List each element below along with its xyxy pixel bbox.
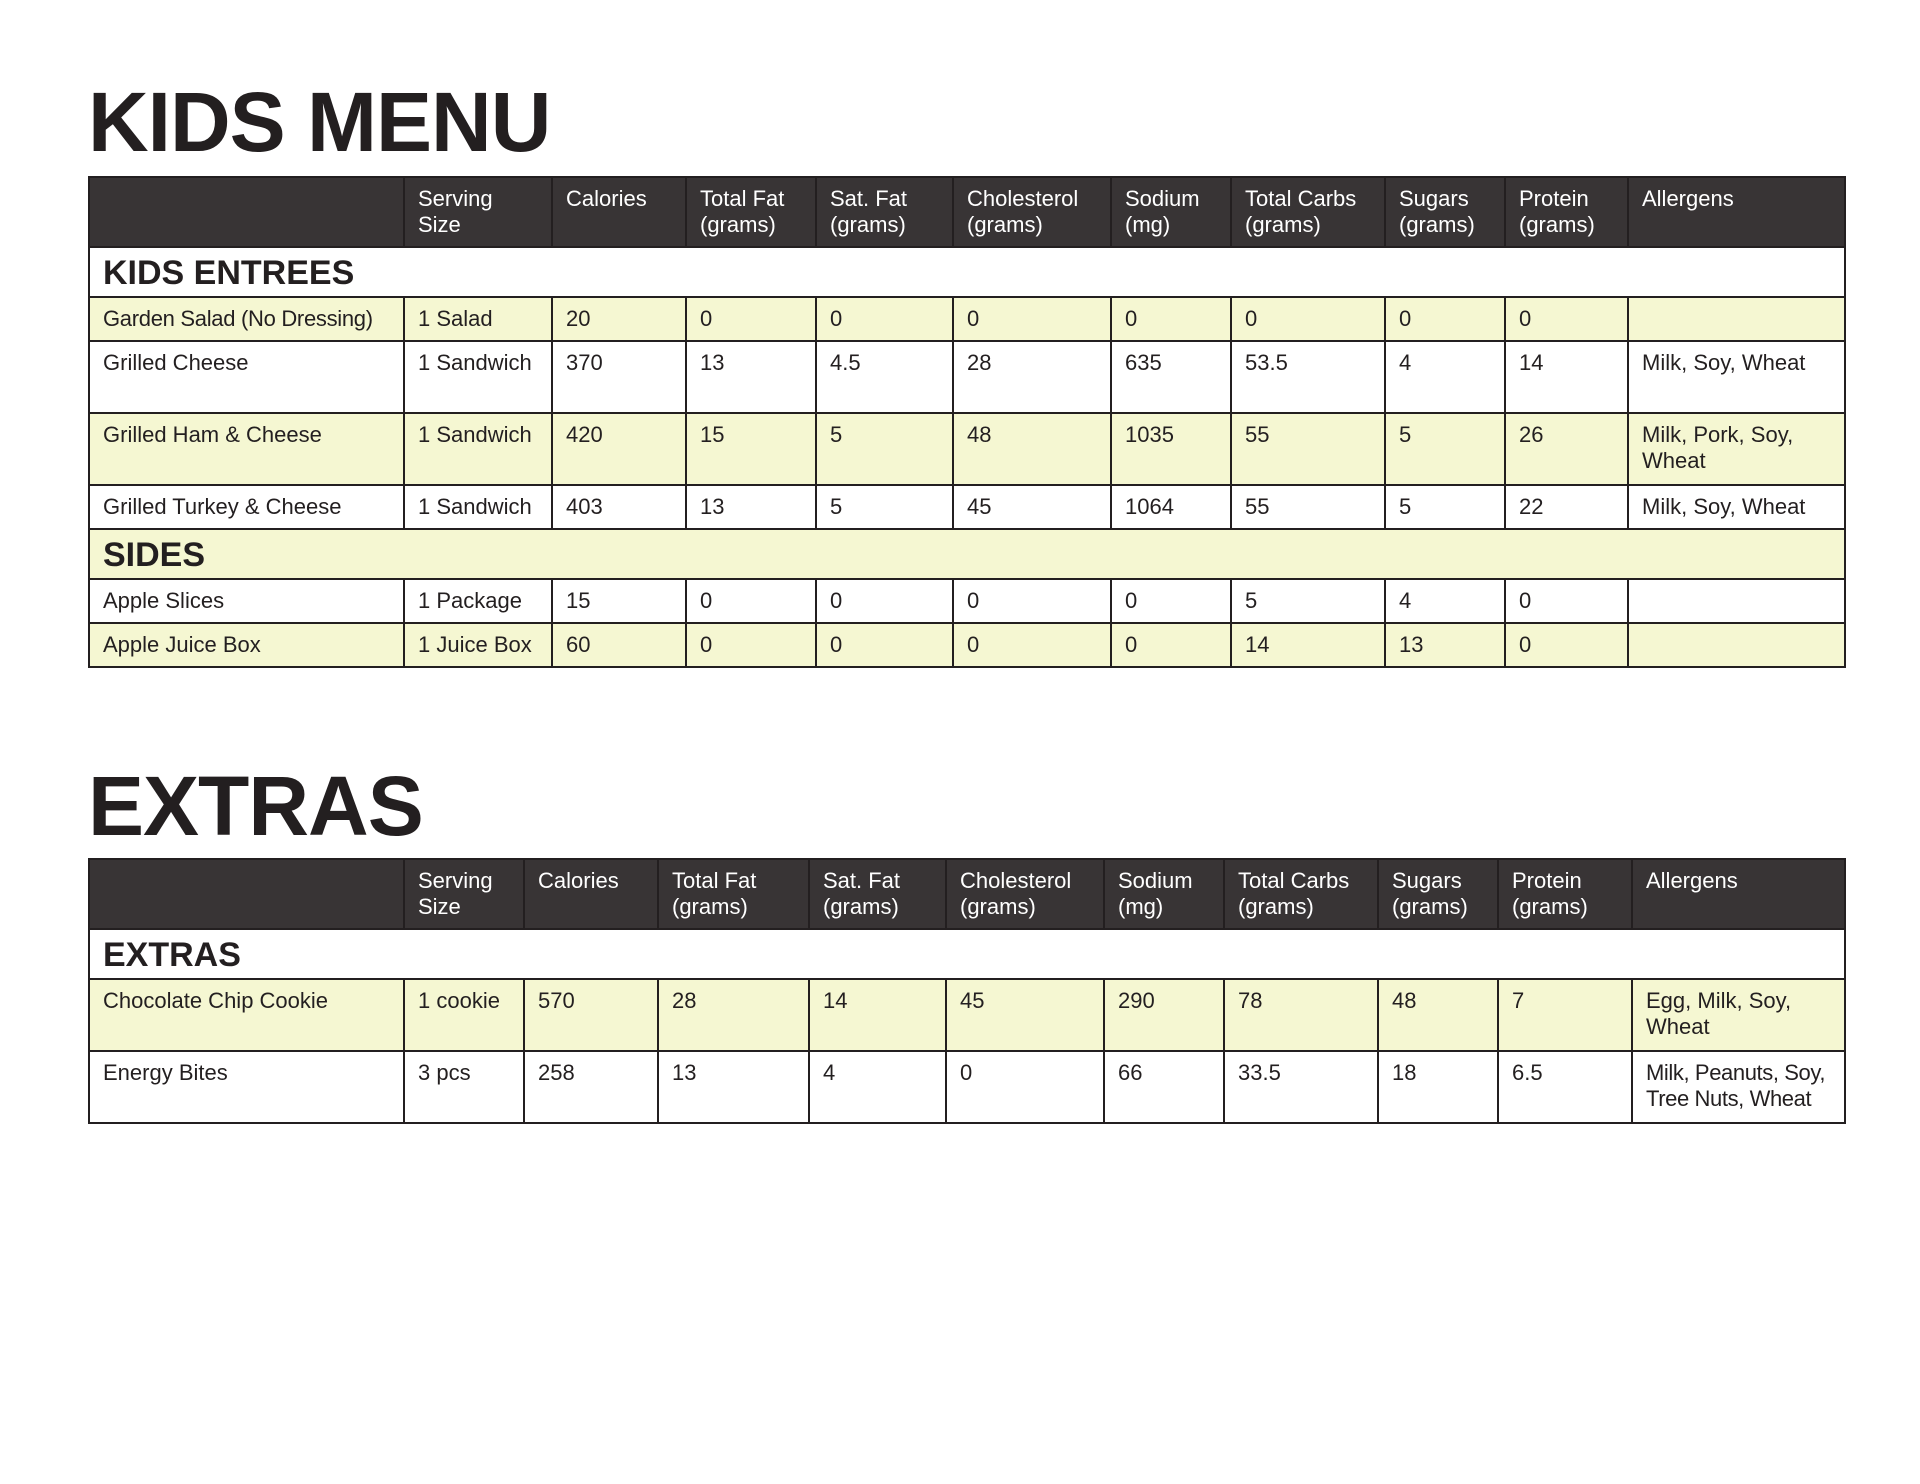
kids-menu-title: KIDS MENU	[88, 75, 551, 169]
total-fat: 0	[686, 623, 816, 667]
table-row	[89, 623, 1845, 667]
protein: 22	[1505, 485, 1628, 529]
group-label: EXTRAS	[89, 929, 1845, 979]
serving-size: 1 Sandwich	[404, 485, 552, 529]
sat-fat: 0	[816, 297, 953, 341]
sodium: 1035	[1111, 413, 1231, 485]
header-sat-fat: Sat. Fat (grams)	[809, 859, 946, 929]
sodium: 66	[1104, 1051, 1224, 1123]
total-carbs: 53.5	[1231, 341, 1385, 413]
header-serving-size: Serving Size	[404, 859, 524, 929]
total-carbs: 78	[1224, 979, 1378, 1051]
item-name: Grilled Ham & Cheese	[89, 413, 404, 485]
total-fat: 0	[686, 297, 816, 341]
total-carbs: 55	[1231, 413, 1385, 485]
total-fat: 13	[658, 1051, 809, 1123]
calories: 370	[552, 341, 686, 413]
sodium: 635	[1111, 341, 1231, 413]
extras-title: EXTRAS	[88, 759, 423, 853]
sugars: 48	[1378, 979, 1498, 1051]
sat-fat: 4	[809, 1051, 946, 1123]
calories: 60	[552, 623, 686, 667]
header-sodium: Sodium (mg)	[1111, 177, 1231, 247]
table-row	[89, 341, 1845, 413]
sat-fat: 5	[816, 485, 953, 529]
sugars: 4	[1385, 579, 1505, 623]
sugars: 13	[1385, 623, 1505, 667]
item-name: Apple Slices	[89, 579, 404, 623]
item-name: Chocolate Chip Cookie	[89, 979, 404, 1051]
cholesterol: 0	[946, 1051, 1104, 1123]
total-carbs: 0	[1231, 297, 1385, 341]
table-header-row	[89, 177, 1845, 247]
total-carbs: 33.5	[1224, 1051, 1378, 1123]
total-fat: 15	[686, 413, 816, 485]
cholesterol: 45	[953, 485, 1111, 529]
total-fat: 13	[686, 341, 816, 413]
cholesterol: 45	[946, 979, 1104, 1051]
calories: 570	[524, 979, 658, 1051]
sat-fat: 14	[809, 979, 946, 1051]
header-cholesterol: Cholesterol (grams)	[946, 859, 1104, 929]
sodium: 0	[1111, 579, 1231, 623]
calories: 258	[524, 1051, 658, 1123]
table-row	[89, 485, 1845, 529]
serving-size: 1 Sandwich	[404, 341, 552, 413]
sugars: 4	[1385, 341, 1505, 413]
total-fat: 0	[686, 579, 816, 623]
serving-size: 1 Juice Box	[404, 623, 552, 667]
sugars: 5	[1385, 413, 1505, 485]
header-item	[89, 859, 404, 929]
header-protein: Protein (grams)	[1505, 177, 1628, 247]
sodium: 1064	[1111, 485, 1231, 529]
table-row	[89, 979, 1845, 1051]
table-row	[89, 1051, 1845, 1123]
item-name: Energy Bites	[89, 1051, 404, 1123]
sodium: 0	[1111, 297, 1231, 341]
group-row-extras	[89, 929, 1845, 979]
group-row-kids-entrees	[89, 247, 1845, 297]
total-carbs: 5	[1231, 579, 1385, 623]
sugars: 0	[1385, 297, 1505, 341]
extras-table	[88, 858, 1846, 1124]
item-name: Grilled Cheese	[89, 341, 404, 413]
header-total-fat: Total Fat (grams)	[686, 177, 816, 247]
header-item	[89, 177, 404, 247]
header-cholesterol: Cholesterol (grams)	[953, 177, 1111, 247]
header-protein: Protein (grams)	[1498, 859, 1632, 929]
group-row-sides	[89, 529, 1845, 579]
protein: 0	[1505, 297, 1628, 341]
allergens: Milk, Soy, Wheat	[1628, 341, 1845, 413]
cholesterol: 0	[953, 579, 1111, 623]
protein: 6.5	[1498, 1051, 1632, 1123]
header-calories: Calories	[552, 177, 686, 247]
allergens	[1628, 579, 1845, 623]
header-total-fat: Total Fat (grams)	[658, 859, 809, 929]
protein: 0	[1505, 623, 1628, 667]
table-row	[89, 579, 1845, 623]
protein: 14	[1505, 341, 1628, 413]
allergens: Milk, Soy, Wheat	[1628, 485, 1845, 529]
protein: 7	[1498, 979, 1632, 1051]
calories: 403	[552, 485, 686, 529]
kids-menu-table	[88, 176, 1846, 668]
sodium: 0	[1111, 623, 1231, 667]
sat-fat: 4.5	[816, 341, 953, 413]
cholesterol: 28	[953, 341, 1111, 413]
table-header-row	[89, 859, 1845, 929]
header-sat-fat: Sat. Fat (grams)	[816, 177, 953, 247]
item-name: Garden Salad (No Dressing)	[89, 297, 404, 341]
total-carbs: 14	[1231, 623, 1385, 667]
total-carbs: 55	[1231, 485, 1385, 529]
sugars: 5	[1385, 485, 1505, 529]
calories: 420	[552, 413, 686, 485]
total-fat: 13	[686, 485, 816, 529]
header-allergens: Allergens	[1632, 859, 1845, 929]
allergens: Milk, Pork, Soy, Wheat	[1628, 413, 1845, 485]
item-name: Grilled Turkey & Cheese	[89, 485, 404, 529]
protein: 26	[1505, 413, 1628, 485]
table-row	[89, 413, 1845, 485]
sugars: 18	[1378, 1051, 1498, 1123]
item-name: Apple Juice Box	[89, 623, 404, 667]
header-total-carbs: Total Carbs (grams)	[1224, 859, 1378, 929]
sat-fat: 0	[816, 579, 953, 623]
total-fat: 28	[658, 979, 809, 1051]
cholesterol: 48	[953, 413, 1111, 485]
header-sodium: Sodium (mg)	[1104, 859, 1224, 929]
serving-size: 1 Sandwich	[404, 413, 552, 485]
table-row	[89, 297, 1845, 341]
sodium: 290	[1104, 979, 1224, 1051]
calories: 15	[552, 579, 686, 623]
group-label: KIDS ENTREES	[89, 247, 1845, 297]
sat-fat: 5	[816, 413, 953, 485]
header-total-carbs: Total Carbs (grams)	[1231, 177, 1385, 247]
header-sugars: Sugars (grams)	[1378, 859, 1498, 929]
calories: 20	[552, 297, 686, 341]
cholesterol: 0	[953, 623, 1111, 667]
header-serving-size: Serving Size	[404, 177, 552, 247]
allergens	[1628, 623, 1845, 667]
header-calories: Calories	[524, 859, 658, 929]
group-label: SIDES	[89, 529, 1845, 579]
header-sugars: Sugars (grams)	[1385, 177, 1505, 247]
protein: 0	[1505, 579, 1628, 623]
allergens: Milk, Peanuts, Soy, Tree Nuts, Wheat	[1632, 1051, 1845, 1123]
serving-size: 1 Salad	[404, 297, 552, 341]
serving-size: 1 cookie	[404, 979, 524, 1051]
allergens	[1628, 297, 1845, 341]
header-allergens: Allergens	[1628, 177, 1845, 247]
allergens: Egg, Milk, Soy, Wheat	[1632, 979, 1845, 1051]
serving-size: 1 Package	[404, 579, 552, 623]
serving-size: 3 pcs	[404, 1051, 524, 1123]
sat-fat: 0	[816, 623, 953, 667]
cholesterol: 0	[953, 297, 1111, 341]
